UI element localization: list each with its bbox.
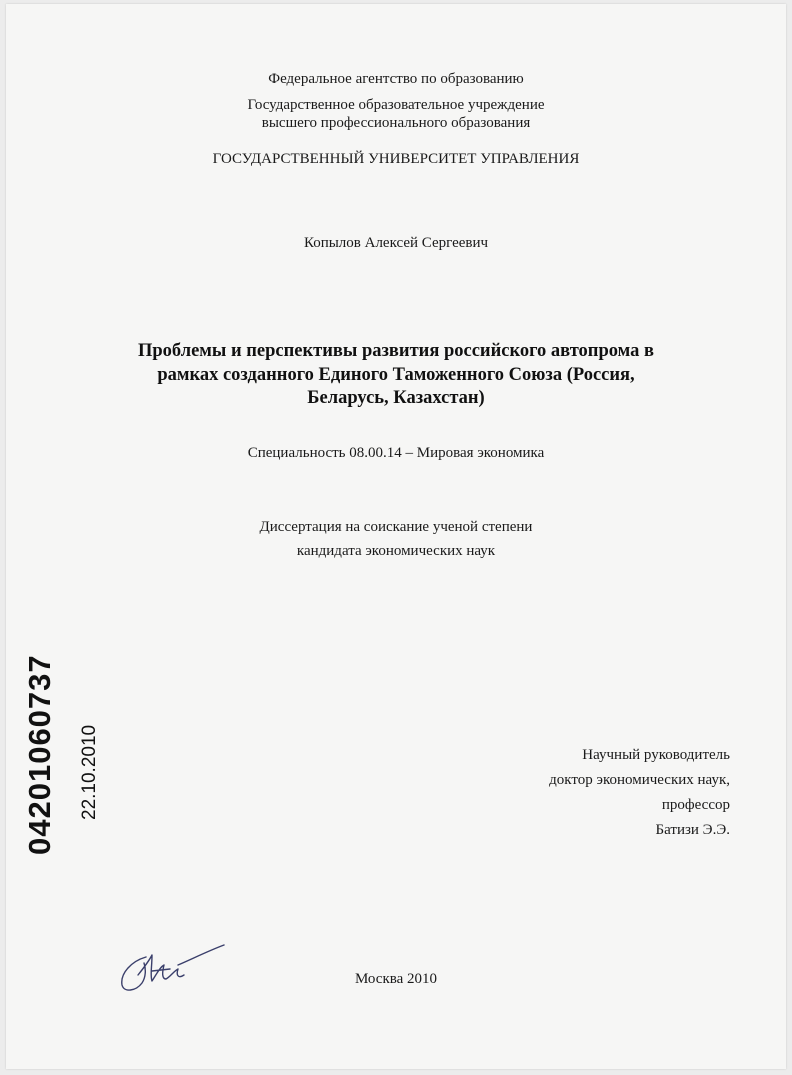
dissertation-title-line-3: Беларусь, Казахстан) [307, 388, 485, 408]
registration-number-stamp: 04201060737 [22, 654, 57, 855]
signature-icon [112, 935, 232, 995]
institution-line-1: Государственное образовательное учреждение [247, 97, 545, 113]
advisor-degree: доктор экономических наук, [549, 772, 730, 788]
advisor-name: Батизи Э.Э. [655, 822, 730, 838]
city-year: Москва 2010 [354, 971, 438, 987]
advisor-title: профессор [661, 797, 730, 813]
specialty-line: Специальность 08.00.14 – Мировая экономика [247, 445, 545, 461]
university-name: ГОСУДАРСТВЕННЫЙ УНИВЕРСИТЕТ УПРАВЛЕНИЯ [212, 151, 580, 167]
degree-line-2: кандидата экономических наук [296, 543, 496, 559]
advisor-role: Научный руководитель [582, 747, 730, 763]
author-name: Копылов Алексей Сергеевич [303, 235, 489, 251]
dissertation-title-line-2: рамках созданного Единого Таможенного Союза (Россия, [157, 365, 635, 385]
institution-line-2: высшего профессионального образования [261, 115, 531, 131]
agency-line: Федеральное агентство по образованию [268, 71, 524, 87]
degree-line-1: Диссертация на соискание ученой степени [259, 519, 533, 535]
registration-date-stamp: 22.10.2010 [79, 724, 100, 820]
dissertation-title-line-1: Проблемы и перспективы развития российского автопрома в [137, 341, 654, 361]
